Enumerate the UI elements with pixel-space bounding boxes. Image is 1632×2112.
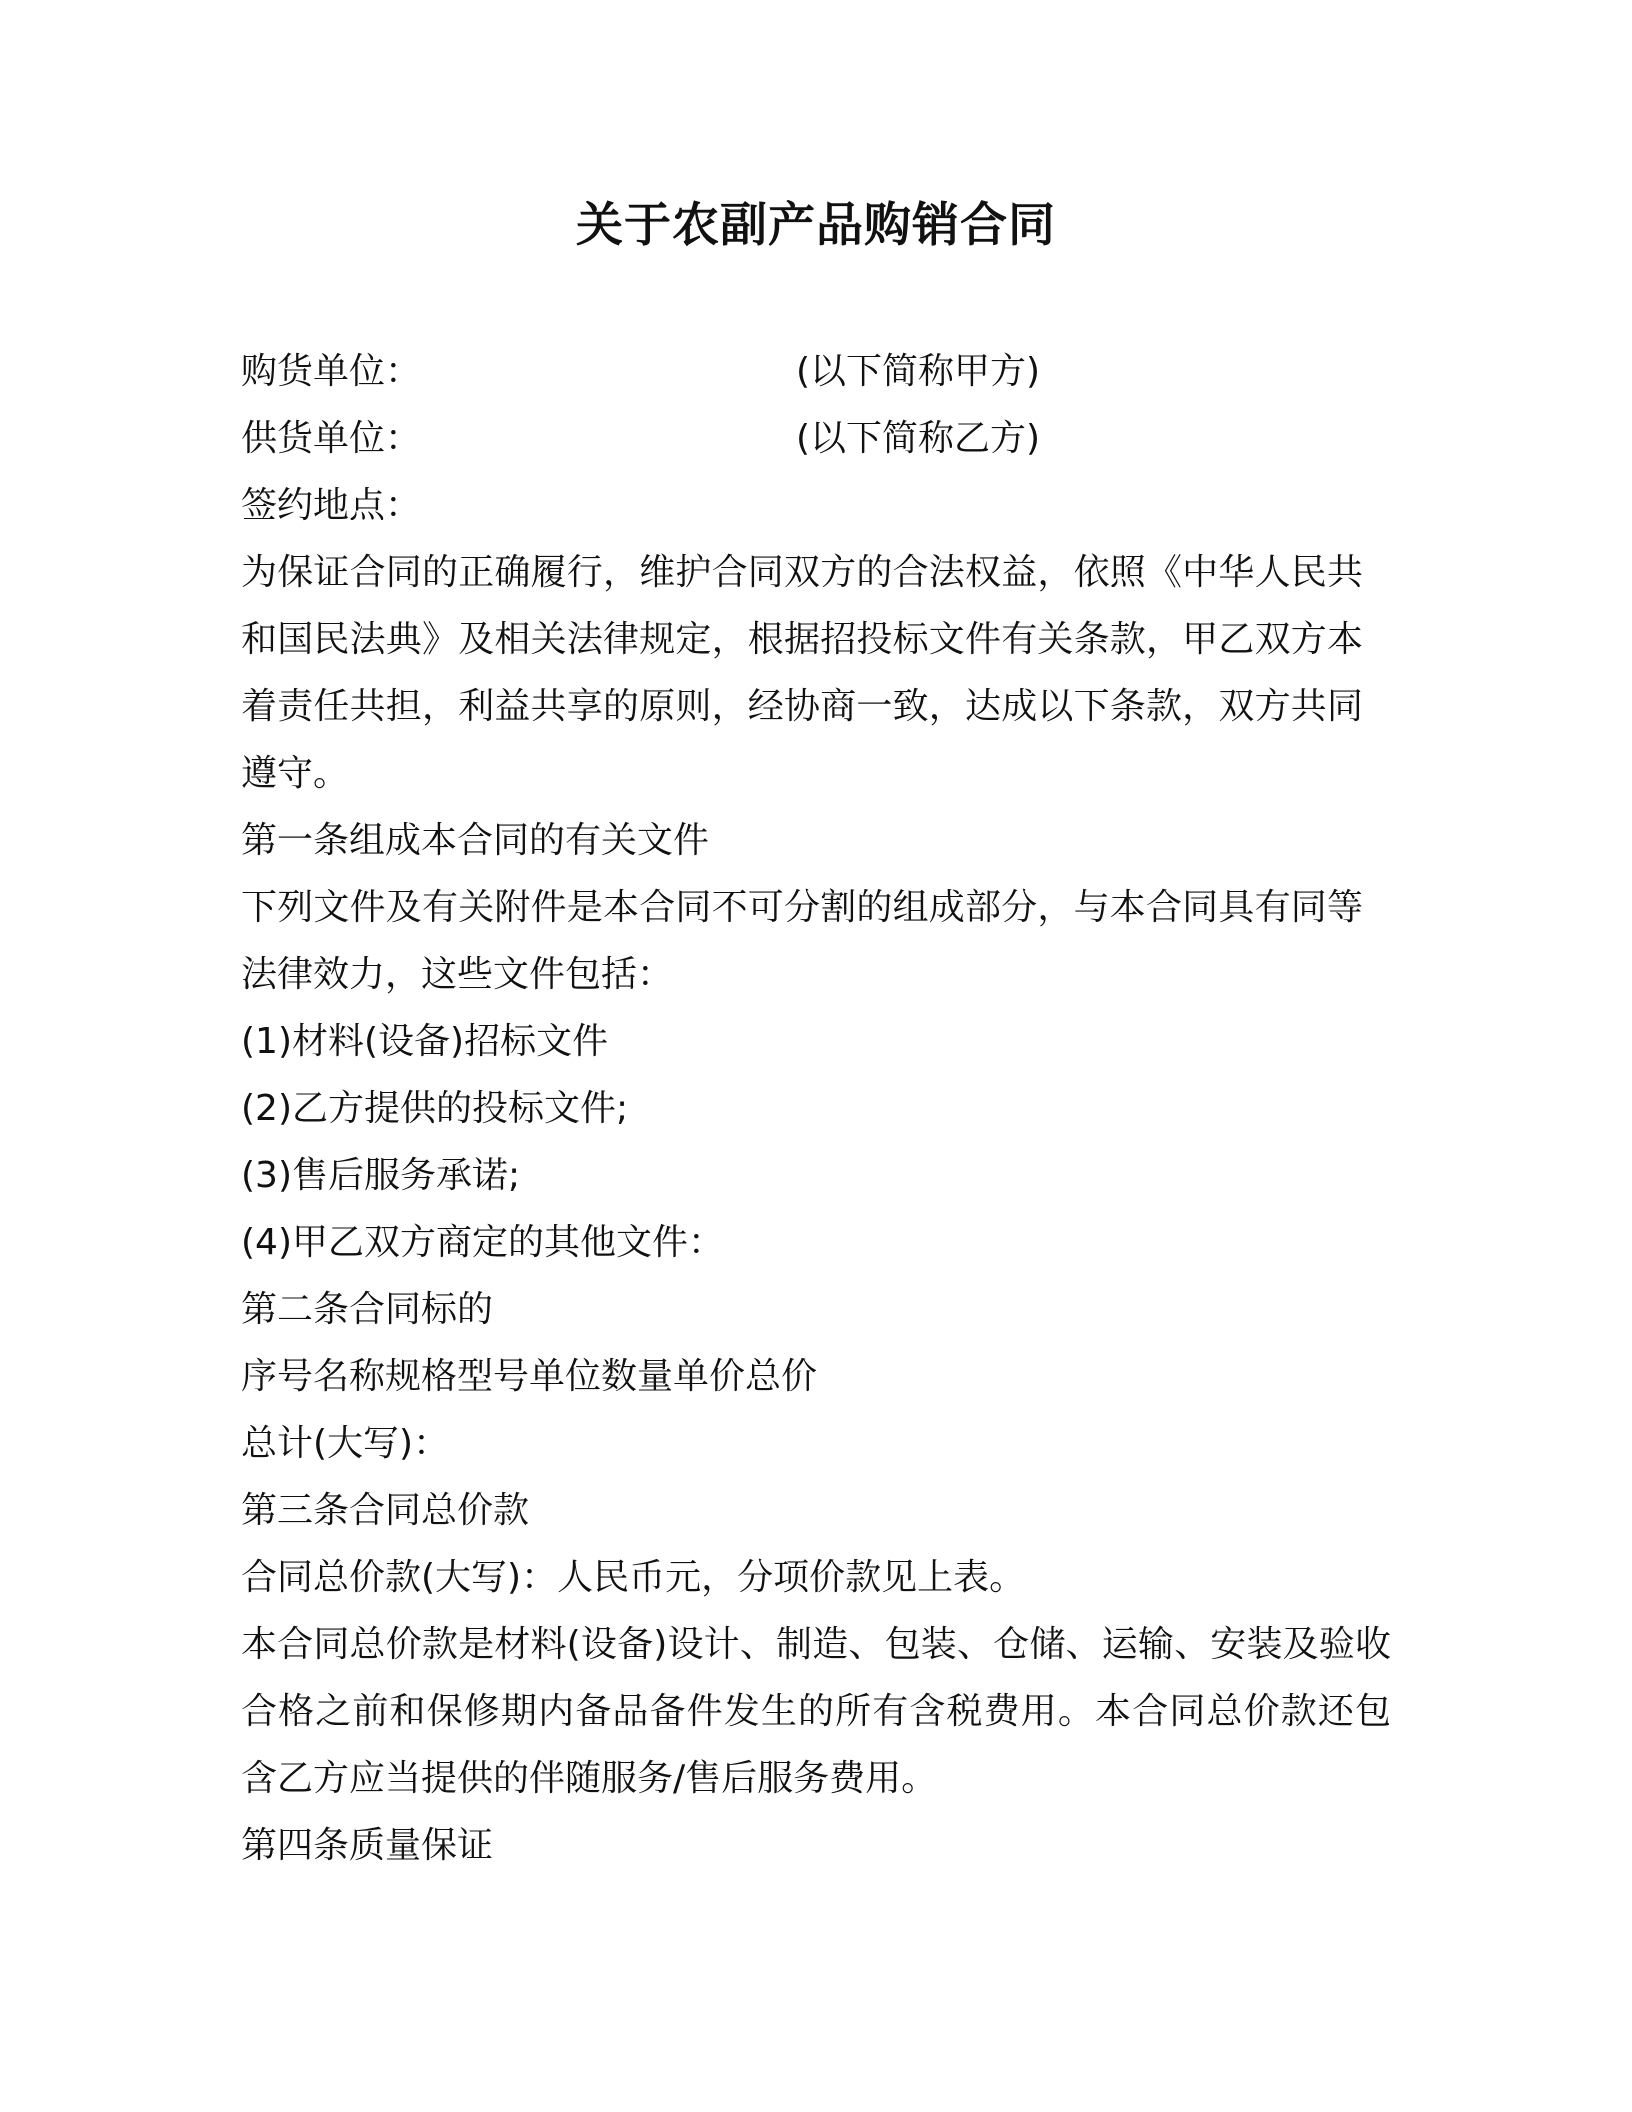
location-line [241,472,1391,539]
article1-heading: 第一条组成本合同的有关文件 [241,820,710,861]
article2-heading: 第二条合同标的 [241,1289,494,1330]
buyer-note: (以下简称甲方) [796,351,1041,392]
article1-item: (1)材料(设备)招标文件 [241,1021,609,1062]
document-title: 关于农副产品购销合同 [576,198,1056,253]
document-body [241,338,1391,1879]
article1-paragraph: 下列文件及有关附件是本合同不可分割的组成部分，与本合同具有同等法律效力，这些文件包括： [241,887,1363,995]
seller-line [241,405,1391,472]
article2-columns: 序号名称规格型号单位数量单价总价 [241,1356,818,1397]
article4-heading: 第四条质量保证 [241,1825,494,1866]
intro-paragraph: 为保证合同的正确履行，维护合同双方的合法权益，依照《中华人民共和国民法典》及相关法律规定，根据招投标文件有关条款，甲乙双方本着责任共担，利益共享的原则，经协商一致，达成以下条款，双方共同遵守。 [241,552,1363,794]
article3-heading: 第三条合同总价款 [241,1490,530,1531]
location-label: 签约地点： [241,485,422,526]
seller-note: (以下简称乙方) [796,418,1041,459]
article3-paragraph: 合同总价款(大写)：人民币元，分项价款见上表。 [241,1557,1026,1598]
article1-item: (3)售后服务承诺; [241,1155,521,1196]
seller-label: 供货单位： [241,418,422,459]
article1-item: (2)乙方提供的投标文件; [241,1088,629,1129]
buyer-line [241,338,1391,405]
buyer-label: 购货单位： [241,351,422,392]
article1-item: (4)甲乙双方商定的其他文件： [241,1222,724,1263]
article3-paragraph: 本合同总价款是材料(设备)设计、制造、包装、仓储、运输、安装及验收合格之前和保修期内备品备件发生的所有含税费用。本合同总价款还包含乙方应当提供的伴随服务/售后服务费用。 [241,1624,1391,1799]
article2-total: 总计(大写)： [241,1423,450,1464]
